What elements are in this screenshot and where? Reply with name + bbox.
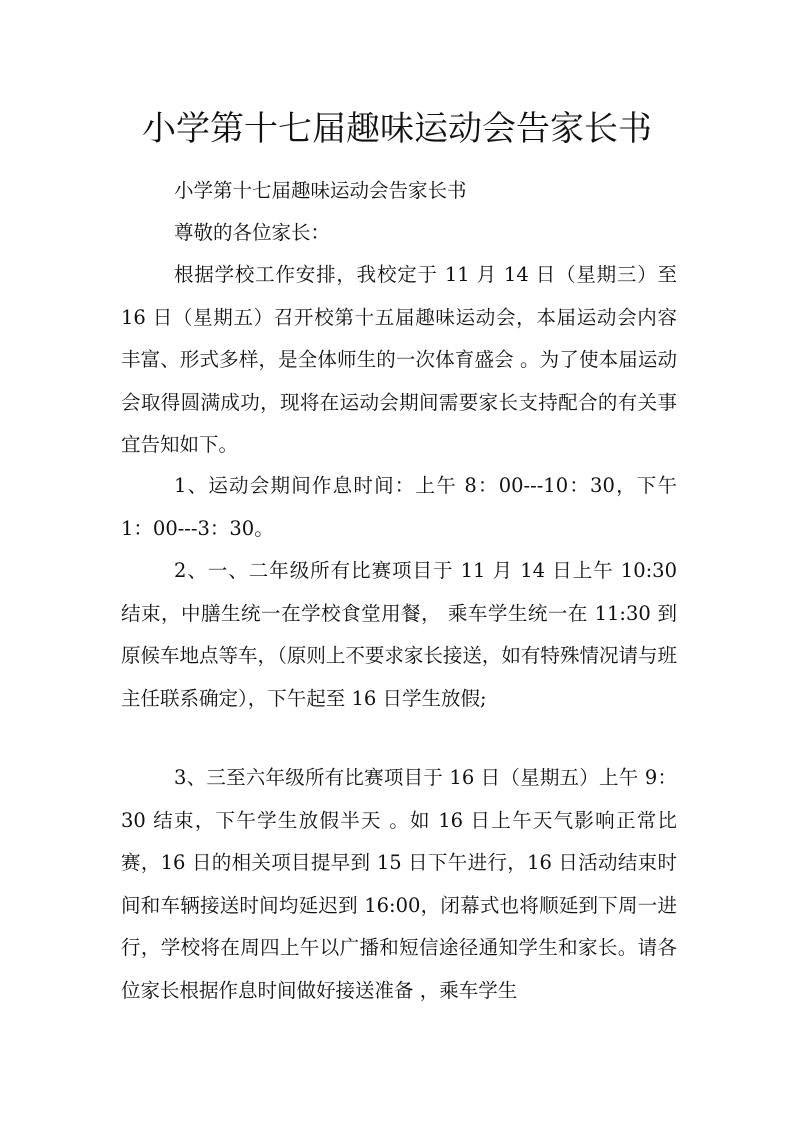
greeting-line: 尊敬的各位家长： bbox=[174, 221, 331, 244]
schedule-item-2: 2、一、二年级所有比赛项目于 11 月 14 日上午 10:30 结束，中膳生统一在学校食堂用餐， 乘车学生统一在 11:30 到原候车地点等车，（原则上不要求家长接送，如有特殊情况请与班主任联系确定），下午起至 16 日学生放假; bbox=[121, 559, 677, 710]
document-title: 小学第十七届趣味运动会告家长书 bbox=[142, 109, 652, 149]
schedule-item-1: 1、运动会期间作息时间：上午 8：00---10：30，下午 1：00---3：30。 bbox=[121, 474, 677, 540]
document-subtitle: 小学第十七届趣味运动会告家长书 bbox=[174, 179, 467, 202]
intro-paragraph: 根据学校工作安排，我校定于 11 月 14 日（星期三）至 16 日（星期五）召开校第十五届趣味运动会，本届运动会内容丰富、形式多样，是全体师生的一次体育盛会 。为了使本届运动会取得圆满成功，现将在运动会期间需要家长支持配合的有关事宜告知如下。 bbox=[121, 263, 677, 456]
schedule-item-3: 3、三至六年级所有比赛项目于 16 日（星期五）上午 9：30 结束，下午学生放假半天 。如 16 日上午天气影响正常比赛，16 日的相关项目提早到 15 日下午进行，16 日活动结束时间和车辆接送时间均延迟到 16:00，闭幕式也将顺延到下周一进行，学校将在周四上午以广播和短信途径通知学生和家长。请各位家长根据作息时间做好接送准备 ，乘车学生 bbox=[121, 766, 677, 1002]
